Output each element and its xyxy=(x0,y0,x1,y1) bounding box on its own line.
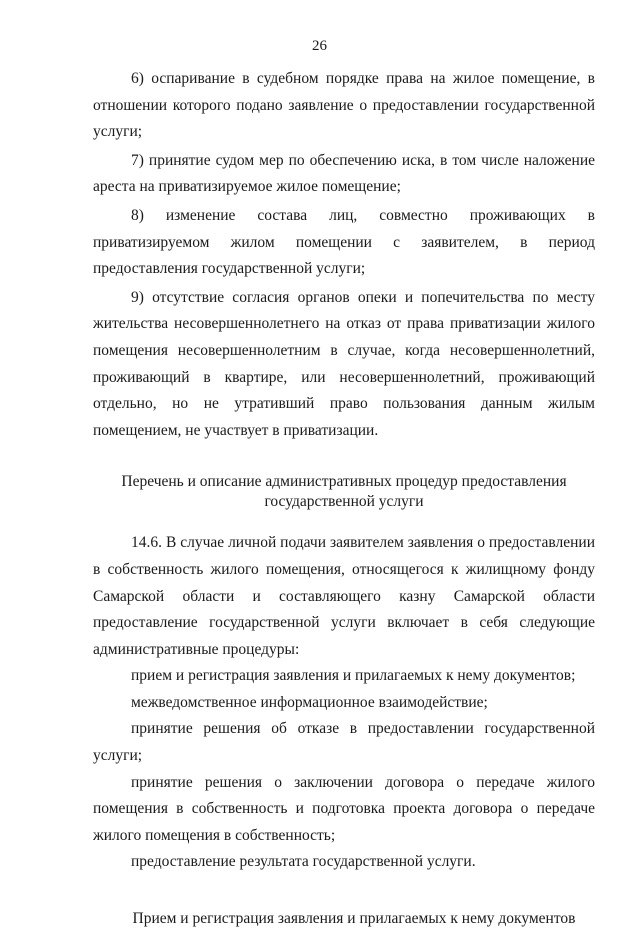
document-body xyxy=(93,66,595,933)
list-item-7: 7) принятие судом мер по обеспечению иска, в том числе наложение ареста на приватизируемое жилое помещение; xyxy=(93,151,595,196)
subsection-heading: Прием и регистрация заявления и прилагаемых к нему документов xyxy=(132,910,576,928)
list-item-6: 6) оспаривание в судебном порядке права на жилое помещение, в отношении которого подано заявление о предоставлении государственной услуги; xyxy=(93,70,595,141)
procedure-item: предоставление результата государственной услуги. xyxy=(131,853,476,871)
section-heading: Перечень и описание административных процедур предоставления государственной услуги xyxy=(121,473,567,511)
list-item-8: 8) изменение состава лиц, совместно проживающих в приватизируемом жилом помещении с заявителем, в период предоставления государственной услуги; xyxy=(93,206,595,278)
clause-14-6: 14.6. В случае личной подачи заявителем заявления о предоставлении в собственность жилого помещения, относящегося к жилищному фонду Самарской области и составляющего казну Самарской области предоставление государственной услуги включает в себя следующие административные процедуры: xyxy=(93,534,595,658)
procedure-item: прием и регистрация заявления и прилагаемых к нему документов; xyxy=(131,667,576,685)
page-number: 26 xyxy=(312,38,327,54)
procedure-item: принятие решения об отказе в предоставлении государственной услуги; xyxy=(93,720,595,765)
list-item-9: 9) отсутствие согласия органов опеки и попечительства по месту жительства несовершеннолетнего на отказ от права приватизации жилого помещения несовершеннолетним в случае, когда несовершеннолетний, проживающий в квартире, или несовершеннолетний, проживающий отдельно, но не утративший право пользования данным жилым помещением, не участвует в приватизации. xyxy=(93,288,595,439)
procedure-item: межведомственное информационное взаимодействие; xyxy=(131,693,488,711)
procedure-item: принятие решения о заключении договора о передаче жилого помещения в собственность и подготовка проекта договора о передаче жилого помещения в собственность; xyxy=(93,773,595,844)
